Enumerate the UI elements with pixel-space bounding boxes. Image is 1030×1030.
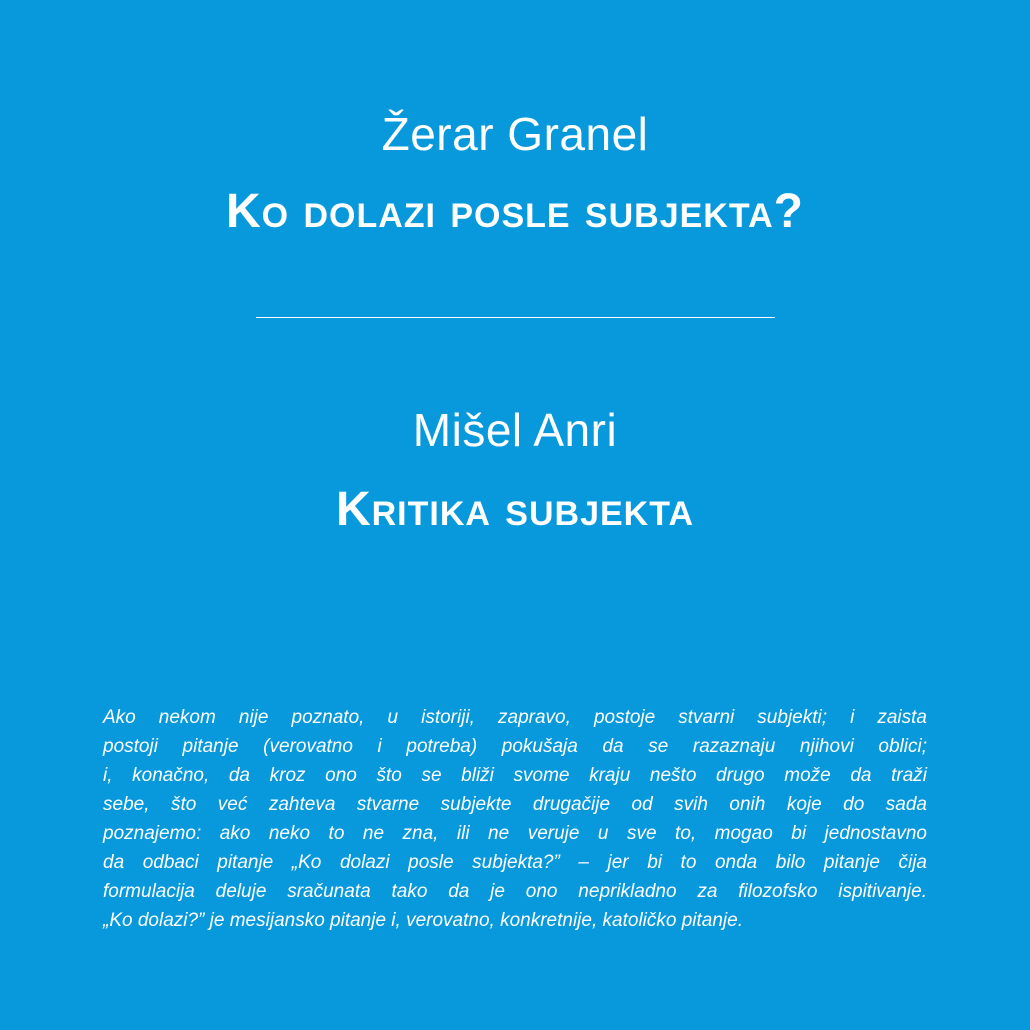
second-author-name: Mišel Anri (412, 404, 618, 456)
excerpt-line: „Ko dolazi?” je mesijansko pitanje i, verovatno, konkretnije, katoličko pitanje. (103, 910, 743, 931)
excerpt-line: formulacija deluje sračunata tako da je ono neprikladno za filozofsko ispitivanje. (103, 881, 927, 902)
excerpt-line: sebe, što već zahteva stvarne subjekte drugačije od svih onih koje do sada (103, 794, 927, 815)
excerpt-line: i, konačno, da kroz ono što se bliži svome kraju nešto drugo može da traži (103, 765, 927, 786)
excerpt-line: poznajemo: ako neko to ne zna, ili ne veruje u sve to, mogao bi jednostavno (103, 823, 927, 844)
excerpt-paragraph (103, 703, 927, 935)
second-book-heading (0, 402, 1030, 540)
excerpt-line: Ako nekom nije poznato, u istoriji, zapravo, postoje stvarni subjekti; i zaista (103, 707, 927, 728)
section-divider (256, 317, 775, 318)
second-book-title: Kritika subjekta (335, 483, 695, 536)
excerpt-line: postoji pitanje (verovatno i potreba) pokušaja da se razaznaju njihovi oblici; (103, 736, 927, 757)
first-book-title: Ko dolazi posle subjekta? (226, 185, 804, 238)
first-author-name: Žerar Granel (381, 108, 649, 160)
first-book-heading (0, 106, 1030, 242)
excerpt-line: da odbaci pitanje „Ko dolazi posle subjekta?” – jer bi to onda bilo pitanje čija (103, 852, 927, 873)
